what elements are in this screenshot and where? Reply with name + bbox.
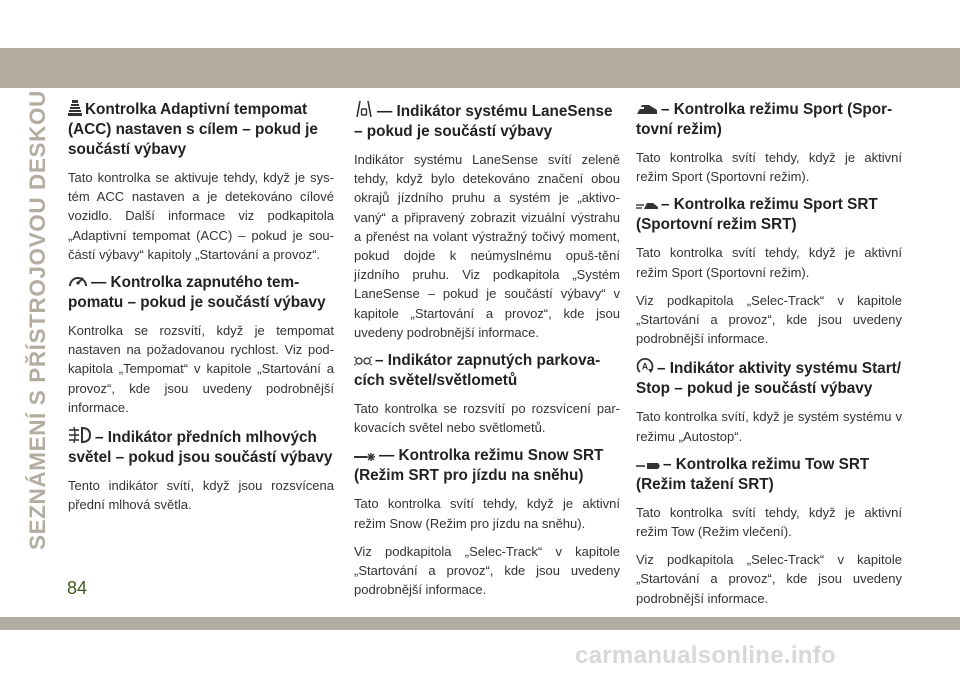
section-heading: — Kontrolka zapnutého tem-pomatu – pokud je součástí výbavy xyxy=(68,274,326,312)
parking-lights-icon xyxy=(354,355,372,367)
section-heading: – Indikátor předních mlhových světel – pokud jsou součástí výbavy xyxy=(68,426,334,468)
column-3 xyxy=(636,100,902,617)
page-number: 84 xyxy=(67,578,88,598)
section-lanesense xyxy=(354,100,620,342)
section-body: Tato kontrolka se rozsvítí po rozsvícení par-kovacích světel nebo světlometů. xyxy=(354,401,620,436)
section-heading: – Kontrolka režimu Tow SRT (Režim tažení SRT) xyxy=(636,455,870,493)
section-cruise-on xyxy=(68,273,334,417)
column-1 xyxy=(68,100,334,523)
section-body: Viz podkapitola „Selec-Track“ v kapitole „Startování a provoz“, kde jsou uvedeny podrobnější informace. xyxy=(636,552,902,606)
section-sport xyxy=(636,100,902,186)
section-heading: — Kontrolka režimu Snow SRT (Režim SRT pro jízdu na sněhu) xyxy=(354,447,604,485)
section-tow-srt xyxy=(636,455,902,608)
column-2 xyxy=(354,100,620,608)
section-body: Tato kontrolka svítí tehdy, když je aktivní režim Sport (Sportovní režim). xyxy=(636,245,902,280)
header-band xyxy=(0,48,960,88)
section-body: Tento indikátor svítí, když jsou rozsvícena přední mlhová světla. xyxy=(68,478,334,513)
section-front-fog xyxy=(68,426,334,514)
tow-mode-icon xyxy=(636,461,660,471)
front-fog-light-icon xyxy=(68,426,92,444)
section-start-stop xyxy=(636,357,902,445)
section-snow-srt xyxy=(354,446,620,599)
footer-band xyxy=(0,617,960,630)
section-heading: – Kontrolka režimu Sport SRT (Sportovní režim SRT) xyxy=(636,196,878,234)
section-body: Kontrolka se rozsvítí, když je tempomat nastaven na požadovanou rychlost. Viz pod-kapitola „Tempomat“ v kapitole „Startování a provoz“, kde jsou uvedeny podrobnější informace. xyxy=(68,323,334,415)
section-heading: — Indikátor systému LaneSense – pokud je součástí výbavy xyxy=(354,100,620,142)
snow-mode-icon xyxy=(354,452,376,462)
section-body: Tato kontrolka svítí tehdy, když je aktivní režim Snow (Režim pro jízdu na sněhu). xyxy=(354,496,620,531)
section-heading: – Kontrolka režimu Sport (Spor-tovní režim) xyxy=(636,101,893,138)
svg-text:A: A xyxy=(641,361,649,372)
section-body: Viz podkapitola „Selec-Track“ v kapitole „Startování a provoz“, kde jsou uvedeny podrobnější informace. xyxy=(354,543,620,598)
section-heading: – Indikátor zapnutých parkova-cích světel/světlometů xyxy=(354,352,601,390)
section-body: Indikátor systému LaneSense svítí zeleně tehdy, když bylo detekováno značení obou okrajů jízdního pruhu a systém je „aktivo-vaný“ a připravený zobrazit vizuální výstrahu a přenést na volant výstražný točivý moment, pokud dojde k neúmyslnému opuš-tění jízdního pruhu. Viz podkapitola „Systém LaneSense – pokud je součástí výbavy“ v kapitole „Startování a provoz“, kde jsou uvedeny podrobnější informace. xyxy=(354,152,620,340)
section-parking-lights xyxy=(354,351,620,437)
sport-mode-icon xyxy=(636,102,658,116)
section-acc-target xyxy=(68,100,334,264)
section-sport-srt xyxy=(636,195,902,348)
watermark: carmanualsonline.info xyxy=(575,642,837,669)
sport-srt-icon xyxy=(636,201,658,211)
acc-gauge-icon xyxy=(68,100,82,116)
speedometer-icon xyxy=(68,273,88,289)
lanesense-icon xyxy=(354,100,374,118)
section-body: Tato kontrolka se aktivuje tehdy, když je sys-tém ACC nastaven a je detekováno cílové vozidlo. Další informace viz podkapitola „Adaptivní tempomat (ACC) – pokud je sou-částí výbavy“ kapitoly „Startování a provoz“. xyxy=(68,170,334,262)
section-heading: A – Indikátor aktivity systému Start/ Stop – pokud je součástí výbavy xyxy=(636,357,902,399)
section-body: Tato kontrolka svítí tehdy, když je aktivní režim Tow (Režim vlečení). xyxy=(636,504,902,540)
start-stop-icon xyxy=(636,357,654,375)
section-heading: Kontrolka Adaptivní tempomat (ACC) nastaven s cílem – pokud je součástí výbavy xyxy=(68,101,318,158)
section-body: Tato kontrolka svítí, když je systém systému v režimu „Autostop“. xyxy=(636,409,902,444)
chapter-side-title: SEZNÁMENÍ S PŘÍSTROJOVOU DESKOU xyxy=(25,90,50,550)
section-body: Tato kontrolka svítí tehdy, když je aktivní režim Sport (Sportovní režim). xyxy=(636,150,902,185)
section-body: Viz podkapitola „Selec-Track“ v kapitole „Startování a provoz“, kde jsou uvedeny podrobnější informace. xyxy=(636,292,902,347)
